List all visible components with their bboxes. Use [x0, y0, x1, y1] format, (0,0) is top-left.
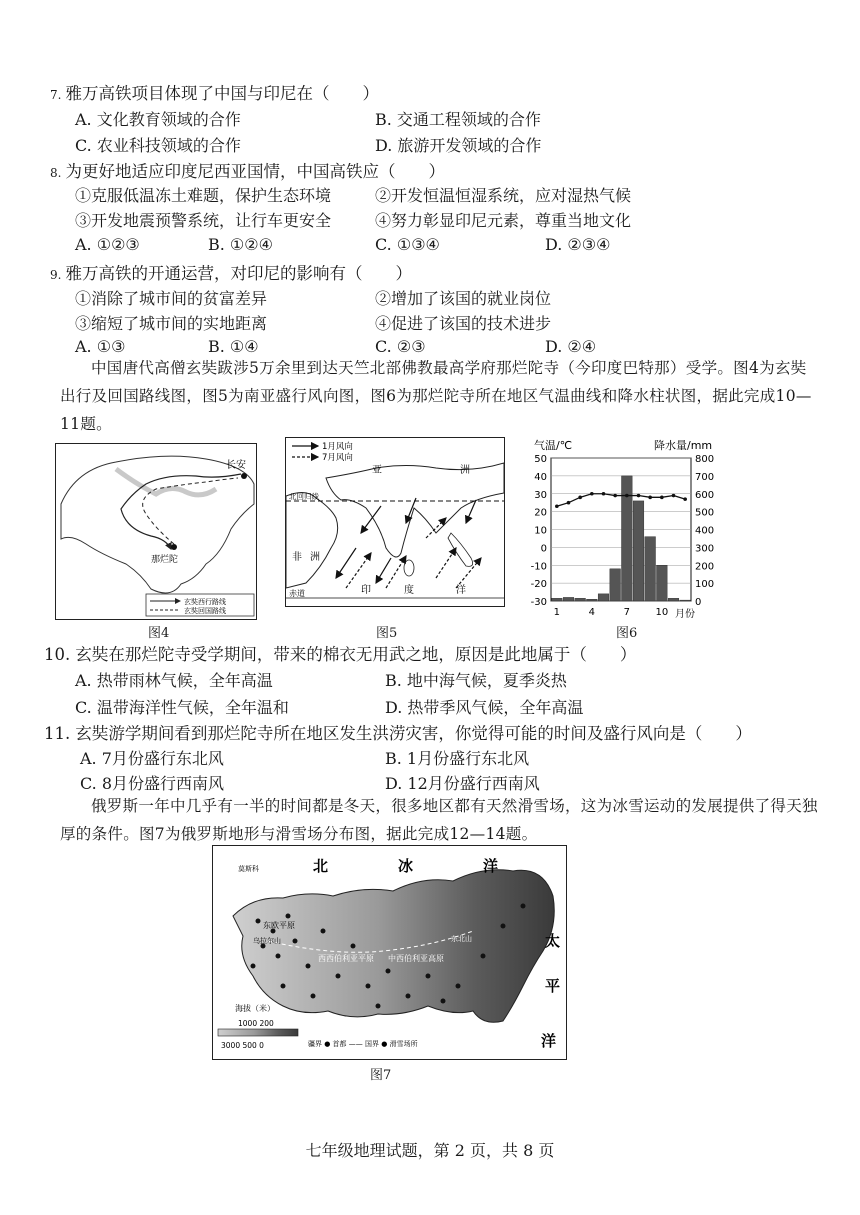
xtick-label: 7	[623, 607, 631, 618]
label-asia: 亚	[372, 465, 382, 476]
question-text: 玄奘在那烂陀寺受学期间，带来的棉衣无用武之地，原因是此地属于（ ）	[75, 645, 637, 664]
label-east-european-plain: 东欧平原	[263, 921, 295, 930]
ytick-right-label: 800	[695, 454, 715, 465]
ytick-left-label: 10	[534, 525, 547, 537]
label-equator: 赤道	[289, 589, 305, 598]
xlabel: 月份	[675, 609, 695, 618]
option-a: A. ①②③	[75, 235, 140, 254]
precip-bar	[680, 600, 691, 601]
temperature-point	[625, 494, 629, 498]
ytick-right-label: 100	[695, 579, 715, 591]
ytick-left-label: 20	[534, 507, 547, 519]
precip-bar	[575, 598, 586, 601]
ytick-right-label: 200	[695, 561, 715, 573]
question-10-stem	[44, 641, 636, 665]
question-8-stem	[50, 158, 445, 182]
ytick-right-label: 400	[695, 525, 715, 537]
wind-map-svg	[286, 438, 504, 606]
ytick-left-label: -30	[530, 597, 547, 608]
option-a: A. 文化教育领域的合作	[75, 110, 241, 129]
temperature-point	[660, 496, 664, 500]
figure-6-caption: 图6	[616, 626, 638, 641]
ytick-left-label: 40	[534, 471, 547, 483]
figure-5-caption: 图5	[376, 626, 398, 641]
temperature-point	[567, 501, 571, 505]
legend-items: 疆界 ● 首都 —— 国界 ● 滑雪场所	[308, 1040, 418, 1048]
option-c: C. 温带海洋性气候，全年温和	[75, 698, 289, 717]
question-9-stem	[50, 260, 412, 284]
option-b: B. ①②④	[208, 235, 273, 254]
option-d: D. ②④	[545, 337, 597, 356]
label-yin: 印	[361, 585, 371, 596]
statement-2: ②开发恒温恒湿系统，应对湿热气候	[375, 186, 632, 205]
precip-bar	[657, 565, 668, 601]
precip-bar	[598, 594, 609, 601]
question-text: 雅万高铁项目体现了中国与印尼在（ ）	[65, 84, 379, 103]
ytick-right-label: 500	[695, 507, 715, 519]
temperature-point	[555, 504, 559, 508]
temperature-point	[672, 494, 676, 498]
option-b: B. ①④	[208, 337, 259, 356]
temperature-line	[557, 494, 685, 507]
legend-scale-top: 1000 200	[238, 1019, 274, 1028]
temperature-point	[602, 492, 606, 496]
statement-4: ④促进了该国的技术进步	[375, 314, 552, 333]
question-text: 雅万高铁的开通运营，对印尼的影响有（ ）	[65, 264, 412, 283]
ylabel-right: 降水量/mm	[654, 439, 713, 452]
label-yang-arctic: 洋	[483, 857, 499, 875]
option-c: C. ②③	[375, 337, 426, 356]
statement-2: ②增加了该国的就业岗位	[375, 289, 552, 308]
temperature-point	[648, 496, 652, 500]
option-b: B. 交通工程领域的合作	[375, 110, 541, 129]
ylabel-left: 气温/℃	[534, 439, 573, 452]
climate-chart-svg	[519, 437, 728, 618]
label-bing: 冰	[398, 857, 414, 875]
question-number: 9.	[50, 268, 62, 282]
question-7-stem	[50, 80, 379, 104]
label-du: 度	[404, 585, 414, 596]
option-d: D. 12月份盛行西南风	[385, 774, 540, 793]
label-nalanda: 那烂陀	[151, 555, 179, 565]
option-c: C. 农业科技领域的合作	[75, 136, 241, 155]
temperature-point	[590, 492, 594, 496]
russia-map-svg	[213, 846, 566, 1059]
ytick-left-label: 0	[540, 543, 547, 555]
statement-4: ④努力彰显印尼元素，尊重当地文化	[375, 211, 632, 230]
legend-return-route: 玄奘回国路线	[184, 607, 226, 615]
ytick-left-label: -10	[530, 561, 547, 573]
ytick-left-label: 30	[534, 489, 547, 501]
option-d: D. 旅游开发领域的合作	[375, 136, 542, 155]
temperature-point	[613, 494, 617, 498]
passage-russia: 俄罗斯一年中几乎有一半的时间都是冬天，很多地区都有天然滑雪场，这为冰雪运动的发展提供了得天独厚的条件。图7为俄罗斯地形与滑雪场分布图，据此完成12—14题。	[60, 797, 818, 843]
precip-bar	[633, 501, 644, 601]
option-a: A. ①③	[75, 337, 126, 356]
question-text: 玄奘游学期间看到那烂陀寺所在地区发生洪涝灾害，你觉得可能的时间及盛行风向是（ ）	[75, 724, 752, 743]
legend-west-route: 玄奘西行路线	[184, 598, 226, 606]
option-a: A. 7月份盛行东北风	[80, 749, 224, 768]
figure-7-caption: 图7	[370, 1068, 392, 1083]
figure-4-route-map	[55, 443, 257, 620]
option-b: B. 地中海气候，夏季炎热	[385, 671, 567, 690]
ytick-left-label: 50	[534, 454, 547, 465]
legend-elevation-title: 海拔（米）	[235, 1004, 275, 1013]
option-c: C. 8月份盛行西南风	[80, 774, 225, 793]
legend-scale-bottom: 3000 500 0	[221, 1041, 264, 1050]
temperature-point	[578, 496, 582, 500]
label-north: 北	[313, 857, 329, 875]
precip-bar	[552, 598, 563, 601]
statement-1: ①克服低温冻土难题，保护生态环境	[75, 186, 332, 205]
figure-7-russia-map	[212, 845, 567, 1060]
label-changan: 长安	[226, 460, 246, 471]
xtick-label: 4	[588, 607, 596, 618]
precip-bar	[563, 597, 574, 601]
question-number: 7.	[50, 88, 62, 102]
ytick-right-label: 300	[695, 543, 715, 555]
question-11-stem	[44, 720, 752, 744]
precip-bar	[645, 537, 656, 601]
label-africa-1: 非	[292, 552, 302, 563]
figure-6-climate-chart	[519, 437, 728, 618]
figure-5-wind-map	[285, 437, 505, 607]
temperature-point	[637, 494, 641, 498]
label-moscow: 莫斯科	[238, 865, 259, 873]
label-ural: 乌拉尔山	[253, 937, 281, 945]
xtick-label: 1	[553, 607, 561, 618]
question-number: 8.	[50, 166, 62, 180]
statement-1: ①消除了城市间的贫富差异	[75, 289, 268, 308]
label-ping: 平	[545, 977, 561, 995]
question-number: 11.	[44, 724, 71, 743]
option-a: A. 热带雨林气候，全年高温	[75, 671, 273, 690]
option-d: D. ②③④	[545, 235, 611, 254]
option-b: B. 1月份盛行东北风	[385, 749, 530, 768]
legend-jul-wind: 7月风向	[322, 453, 353, 463]
question-number: 10.	[44, 645, 71, 664]
label-yang-pacific: 洋	[541, 1032, 557, 1050]
question-text: 为更好地适应印度尼西亚国情，中国高铁应（ ）	[65, 162, 445, 181]
label-west-siberian-plain: 西西伯利亚平原	[318, 954, 374, 963]
label-yang: 洋	[456, 585, 466, 596]
nalanda-marker	[171, 544, 177, 550]
statement-3: ③缩短了城市间的实地距离	[75, 314, 268, 333]
precip-bar	[668, 598, 679, 601]
ytick-right-label: 700	[695, 471, 715, 483]
ytick-right-label: 0	[695, 597, 702, 608]
ytick-left-label: -20	[530, 579, 547, 591]
route-map-svg	[56, 444, 256, 619]
page-footer: 七年级地理试题，第 2 页，共 8 页	[305, 1141, 555, 1160]
option-c: C. ①③④	[375, 235, 440, 254]
temperature-point	[683, 497, 687, 501]
figure-4-caption: 图4	[148, 626, 170, 641]
passage-xuanzang: 中国唐代高僧玄奘跋涉5万余里到达天竺北部佛教最高学府那烂陀寺（今印度巴特那）受学。图4为玄奘出行及回国路线图，图5为南亚盛行风向图，图6为那烂陀寺所在地区气温曲线和降水柱状图，据此完成10—11题。	[60, 359, 812, 433]
label-central-siberian-plateau: 中西伯利亚高原	[388, 954, 444, 963]
precip-bar	[610, 569, 621, 601]
legend-jan-wind: 1月风向	[322, 442, 353, 452]
option-d: D. 热带季风气候，全年高温	[385, 698, 584, 717]
label-ne-mountains: 东北山	[451, 935, 472, 943]
statement-3: ③开发地震预警系统，让行车更安全	[75, 211, 332, 230]
xtick-label: 10	[655, 607, 669, 618]
ytick-right-label: 600	[695, 489, 715, 501]
changan-marker	[241, 473, 247, 479]
label-tai: 太	[545, 932, 561, 950]
label-africa-2: 洲	[310, 552, 320, 563]
precip-bar	[587, 599, 598, 601]
label-zhou: 洲	[460, 465, 470, 476]
label-tropic: 北回归线	[289, 492, 319, 501]
